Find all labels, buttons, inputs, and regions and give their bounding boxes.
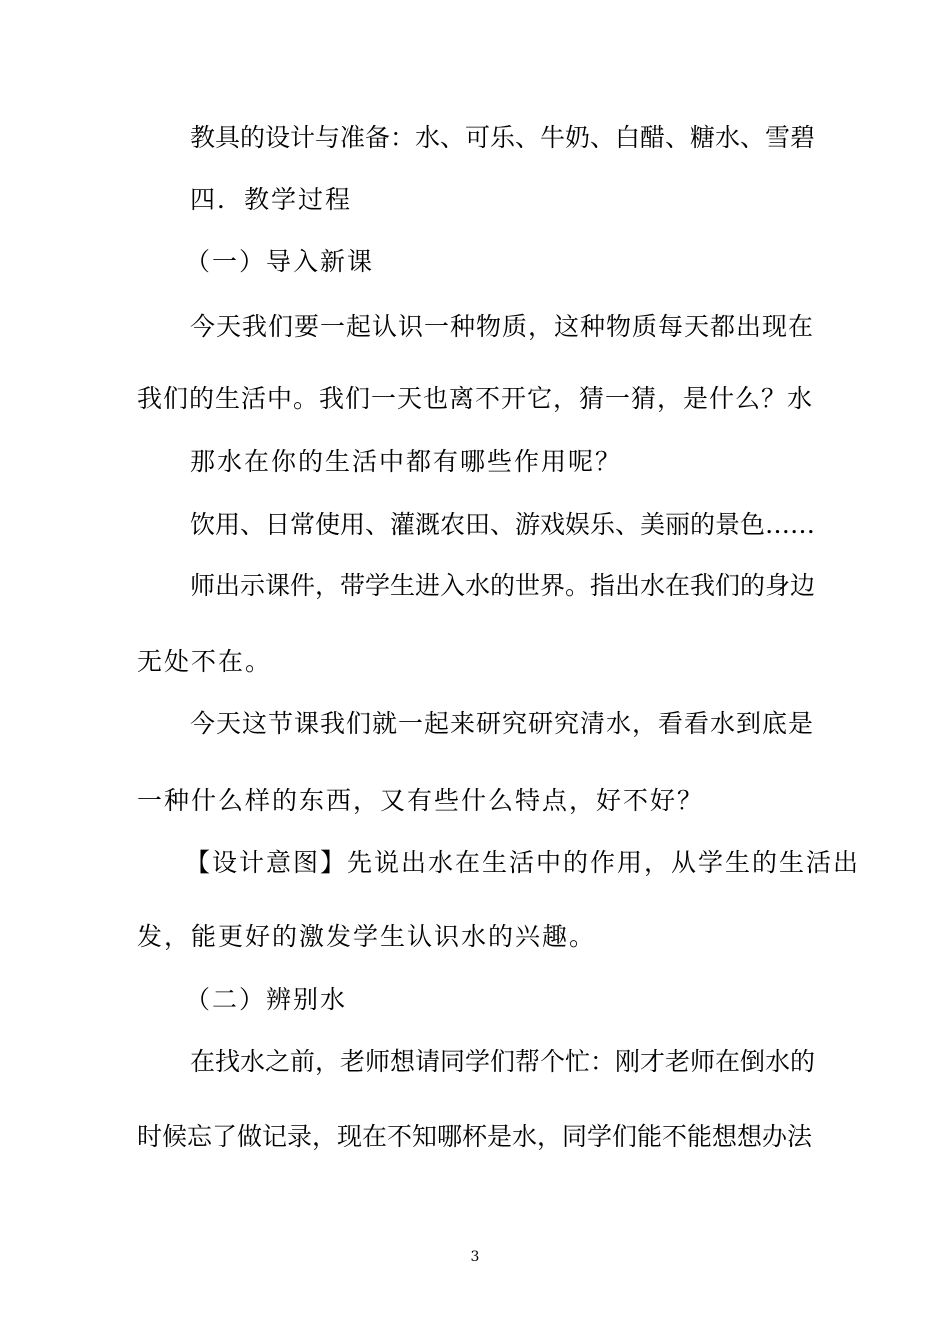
paragraph-line: 无处不在。 [137,647,273,676]
paragraph-line: 师出示课件，带学生进入水的世界。指出水在我们的身边 [190,571,816,600]
paragraph-line: 我们的生活中。我们一天也离不开它，猜一猜，是什么？水 [137,384,814,413]
paragraph-line: 在找水之前，老师想请同学们帮个忙：刚才老师在倒水的 [190,1047,816,1076]
paragraph-line: 那水在你的生活中都有哪些作用呢？ [190,447,623,476]
text-line-materials: 教具的设计与准备：水、可乐、牛奶、白醋、糖水、雪碧 [190,123,816,152]
paragraph-line: 发，能更好的激发学生认识水的兴趣。 [137,922,597,951]
subsection-heading-identify-water: （二）辨别水 [185,985,348,1014]
section-heading-teaching-process: 四．教学过程 [190,185,353,214]
paragraph-line: 饮用、日常使用、灌溉农田、游戏娱乐、美丽的景色…… [190,510,816,539]
paragraph-line: 今天我们要一起认识一种物质，这种物质每天都出现在 [190,312,815,341]
paragraph-line: 今天这节课我们就一起来研究研究清水，看看水到底是 [190,709,815,738]
design-intent-line: 【设计意图】先说出水在生活中的作用，从学生的生活出 [185,848,861,877]
paragraph-line: 一种什么样的东西，又有些什么特点，好不好？ [137,786,705,815]
page-number: 3 [470,1249,480,1265]
subsection-heading-intro: （一）导入新课 [185,247,375,276]
paragraph-line: 时候忘了做记录，现在不知哪杯是水，同学们能不能想想办法 [137,1122,813,1151]
